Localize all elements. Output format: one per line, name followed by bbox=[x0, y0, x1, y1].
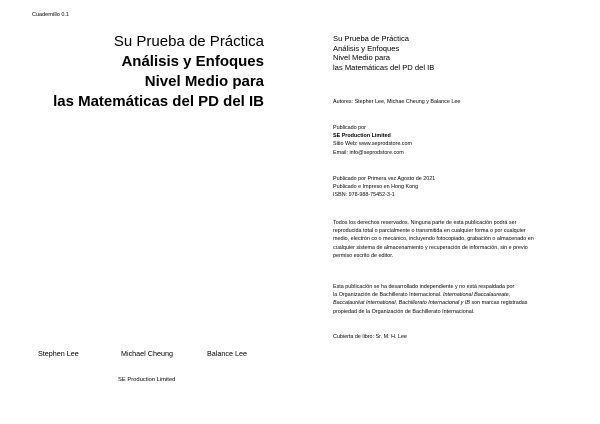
rights-line: cualquier sistema de almacenamiento y recuperación de información, sin e previo bbox=[333, 244, 528, 251]
rights-line: permiso escrito de editor. bbox=[333, 252, 394, 259]
rights-block bbox=[333, 219, 573, 260]
rights-line: reproducida total o parcialmente o transmitida en cualquier forma o por cualquier bbox=[333, 228, 526, 235]
book-title bbox=[4, 32, 264, 112]
copyright-page bbox=[300, 0, 600, 424]
published-by-label: Publicado por bbox=[333, 125, 366, 131]
author-name: Stephen Lee bbox=[38, 349, 79, 358]
disclaimer-text: la Organización de Bachillerato Internacional. bbox=[333, 292, 443, 299]
disclaimer-line: propiedad de la Organización de Bachillerato Internacional. bbox=[333, 308, 475, 315]
isbn: ISBN: 978-988-75452-3-1 bbox=[333, 192, 395, 199]
authors-line bbox=[333, 98, 573, 106]
disclaimer-text: son marcas registradas bbox=[469, 300, 528, 307]
disclaimer-line: Esta publicación se ha desarrollado independiente y no está respaldada por bbox=[333, 284, 515, 290]
edition-line: Publicado por Primera vez Agosto de 2021 bbox=[333, 176, 436, 182]
title-line-4: las Matemáticas del PD del IB bbox=[53, 93, 264, 110]
author-name: Michael Cheung bbox=[121, 349, 173, 358]
publisher-name: SE Production Limited bbox=[118, 377, 176, 383]
publisher-block bbox=[333, 124, 573, 157]
title-line-1: Su Prueba de Práctica bbox=[113, 33, 264, 50]
booklet-tag: Cuadernillo 0.1 bbox=[32, 12, 69, 18]
short-title bbox=[333, 34, 573, 72]
short-title-line: Su Prueba de Práctica bbox=[333, 34, 409, 43]
disclaimer-line bbox=[333, 291, 573, 299]
publisher-name: SE Production Limited bbox=[333, 133, 391, 140]
email: Email: info@seprodstore.com bbox=[333, 149, 404, 156]
website: Sitio Web: www.seprodstore.com bbox=[333, 141, 412, 148]
short-title-line: Análisis y Enfoques bbox=[333, 43, 400, 53]
authors-text: Autores: Stepher Lee, Michae Cheung y Balance Lee bbox=[333, 99, 461, 105]
short-title-line: las Matemáticas del PD del IB bbox=[333, 62, 435, 72]
disclaimer-trademark: International Baccalaureate, bbox=[442, 292, 511, 299]
disclaimer-trademark: Baccalauréat International, Bachillerato Internacional y IB bbox=[333, 300, 470, 307]
edition-block bbox=[333, 175, 573, 200]
disclaimer-block bbox=[333, 283, 573, 316]
edition-line: Publicado e Impreso en Hong Kong bbox=[333, 184, 419, 191]
rights-line: Todos los derechos reservados. Ninguna parte de esta publicación podrá ser bbox=[333, 220, 517, 226]
author-name: Balance Lee bbox=[207, 349, 247, 358]
title-line-2: Análisis y Enfoques bbox=[121, 53, 264, 70]
cover-credit bbox=[333, 333, 573, 341]
title-line-3: Nivel Medio para bbox=[144, 73, 264, 90]
rights-line: medio, electrón co o mecánico, incluyendo fotocopiado, grabación o almacenado en bbox=[333, 236, 534, 243]
disclaimer-line bbox=[333, 299, 573, 307]
short-title-line: Nivel Medio para bbox=[333, 53, 390, 63]
cover-credit-text: Cubierta de libro: Sr. M. H. Lee bbox=[333, 334, 408, 340]
